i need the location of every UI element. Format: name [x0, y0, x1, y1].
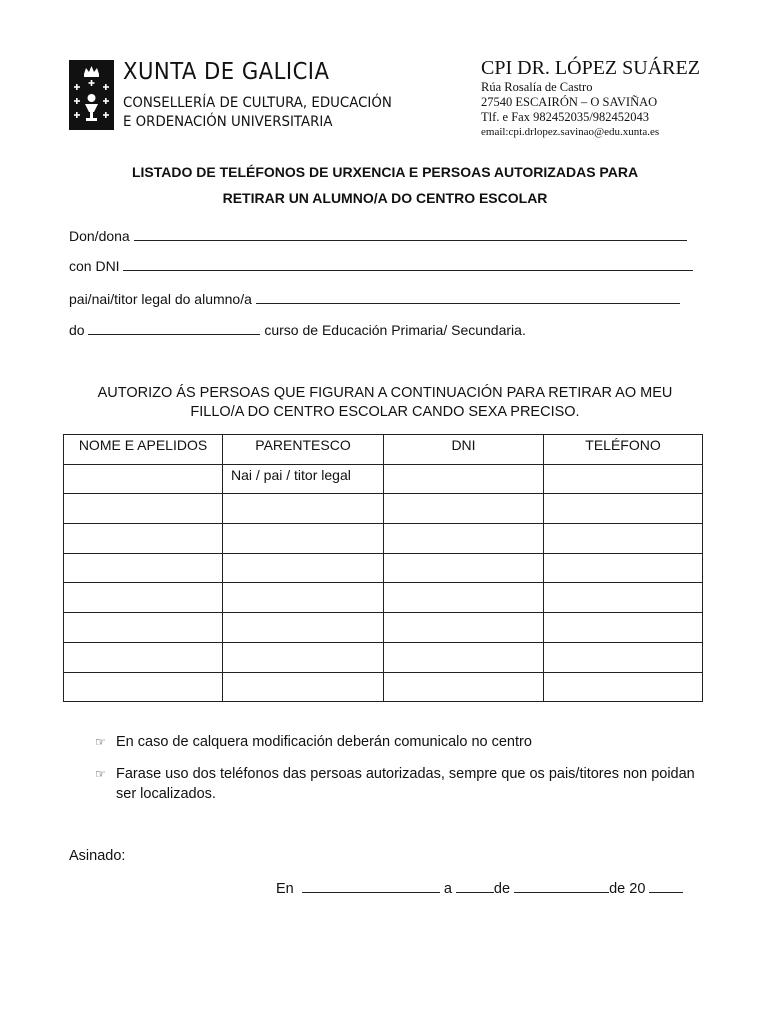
header-cell	[384, 435, 544, 465]
table-cell[interactable]	[64, 524, 223, 554]
school-address-1: Rúa Rosalía de Castro	[481, 80, 593, 94]
authorized-persons-table	[63, 434, 703, 702]
table-cell[interactable]	[223, 494, 384, 524]
guardian-label: pai/nai/titor legal do alumno/a	[69, 291, 252, 307]
relationship-text: Nai / pai / titor legal	[231, 466, 351, 483]
header-cell	[544, 435, 703, 465]
header-dni: DNI	[451, 437, 476, 453]
do-label: do	[69, 322, 85, 338]
table-cell[interactable]	[544, 464, 703, 494]
table-cell[interactable]	[384, 613, 544, 643]
de-label: de	[493, 881, 511, 897]
org-title: XUNTA DE GALICIA	[123, 59, 330, 85]
table-cell[interactable]	[544, 583, 703, 613]
table-cell[interactable]	[64, 464, 223, 494]
authorization-line-1: AUTORIZO ÁS PERSOAS QUE FIGURAN A CONTINUACIÓN PARA RETIRAR AO MEU	[97, 385, 673, 401]
course-field[interactable]	[88, 322, 260, 335]
header-phone: TELÉFONO	[585, 437, 661, 453]
table-cell[interactable]	[223, 524, 384, 554]
table-row	[64, 583, 703, 613]
month-field[interactable]	[514, 880, 609, 893]
table-cell[interactable]	[223, 672, 384, 702]
department-line-2: E ORDENACIÓN UNIVERSITARIA	[123, 114, 333, 130]
day-field[interactable]	[456, 880, 494, 893]
dni-label: con DNI	[69, 258, 120, 274]
table-cell[interactable]	[544, 613, 703, 643]
table-cell[interactable]	[384, 583, 544, 613]
header-cell	[223, 435, 384, 465]
document-title-line-2: RETIRAR UN ALUMNO/A DO CENTRO ESCOLAR	[222, 190, 548, 206]
don-line	[69, 228, 687, 244]
table-cell[interactable]	[223, 613, 384, 643]
crest-icon	[69, 60, 114, 130]
table-cell[interactable]	[64, 494, 223, 524]
authorization-text	[0, 384, 770, 422]
document-title-line-1: LISTADO DE TELÉFONOS DE URXENCIA E PERSOAS AUTORIZADAS PARA	[131, 164, 639, 180]
table-cell[interactable]	[384, 524, 544, 554]
table-cell[interactable]	[64, 613, 223, 643]
xunta-logo	[69, 60, 114, 130]
date-line	[276, 880, 683, 897]
authorization-line-2: FILLO/A DO CENTRO ESCOLAR CANDO SEXA PRECISO.	[190, 404, 580, 420]
table-cell[interactable]	[223, 553, 384, 583]
course-label: curso de Educación Primaria/ Secundaria.	[264, 322, 526, 338]
table-row	[64, 464, 703, 494]
table-row	[64, 524, 703, 554]
table-row	[64, 672, 703, 702]
table-cell[interactable]	[384, 553, 544, 583]
department-line-1: CONSELLERÍA DE CULTURA, EDUCACIÓN	[123, 95, 392, 111]
guardian-line	[69, 291, 680, 307]
dni-field[interactable]	[123, 258, 693, 271]
table-cell[interactable]	[223, 583, 384, 613]
place-field[interactable]	[302, 880, 440, 893]
school-name: CPI DR. LÓPEZ SUÁREZ	[481, 57, 700, 79]
note-1-text: En caso de calquera modificación deberán comunicalo no centro	[116, 734, 532, 750]
a-label: a	[443, 881, 452, 897]
table-row	[64, 613, 703, 643]
table-cell[interactable]	[64, 583, 223, 613]
don-field[interactable]	[134, 228, 687, 241]
dni-line	[69, 258, 693, 274]
table-cell[interactable]	[544, 642, 703, 672]
school-info	[481, 56, 700, 140]
note-1	[95, 732, 705, 752]
header-cell	[64, 435, 223, 465]
table-cell[interactable]	[64, 642, 223, 672]
table-cell[interactable]	[544, 494, 703, 524]
table-cell[interactable]	[64, 553, 223, 583]
note-2	[95, 764, 705, 802]
school-phone: Tlf. e Fax 982452035/982452043	[481, 110, 650, 124]
table-row	[64, 553, 703, 583]
table-cell[interactable]	[544, 553, 703, 583]
header-name: NOME E APELIDOS	[78, 437, 208, 453]
year-field[interactable]	[649, 880, 683, 893]
table-cell[interactable]	[384, 464, 544, 494]
school-email: email:cpi.drlopez.savinao@edu.xunta.es	[481, 126, 660, 138]
table-cell[interactable]	[223, 464, 384, 494]
table-row	[64, 642, 703, 672]
table-cell[interactable]	[223, 642, 384, 672]
note-2-text: Farase uso dos teléfonos das persoas autorizadas, sempre que os pais/titores non poidan ser localizados.	[116, 766, 695, 802]
hand-pointer-icon: ☞	[95, 735, 106, 749]
table-cell[interactable]	[384, 642, 544, 672]
course-line	[69, 322, 526, 338]
table-cell[interactable]	[384, 672, 544, 702]
table-cell[interactable]	[544, 672, 703, 702]
signed-label: Asinado:	[69, 848, 126, 864]
table-header-row	[64, 435, 703, 465]
table-cell[interactable]	[544, 524, 703, 554]
hand-pointer-icon: ☞	[95, 767, 106, 781]
header-relationship: PARENTESCO	[255, 437, 351, 453]
student-name-field[interactable]	[256, 291, 680, 304]
table-cell[interactable]	[384, 494, 544, 524]
department-name	[123, 94, 392, 132]
table-row	[64, 494, 703, 524]
don-label: Don/dona	[69, 228, 130, 244]
year-prefix: de 20	[609, 881, 646, 897]
place-prefix: En	[276, 881, 294, 897]
school-address-2: 27540 ESCAIRÓN – O SAVIÑAO	[481, 95, 658, 109]
table-cell[interactable]	[64, 672, 223, 702]
